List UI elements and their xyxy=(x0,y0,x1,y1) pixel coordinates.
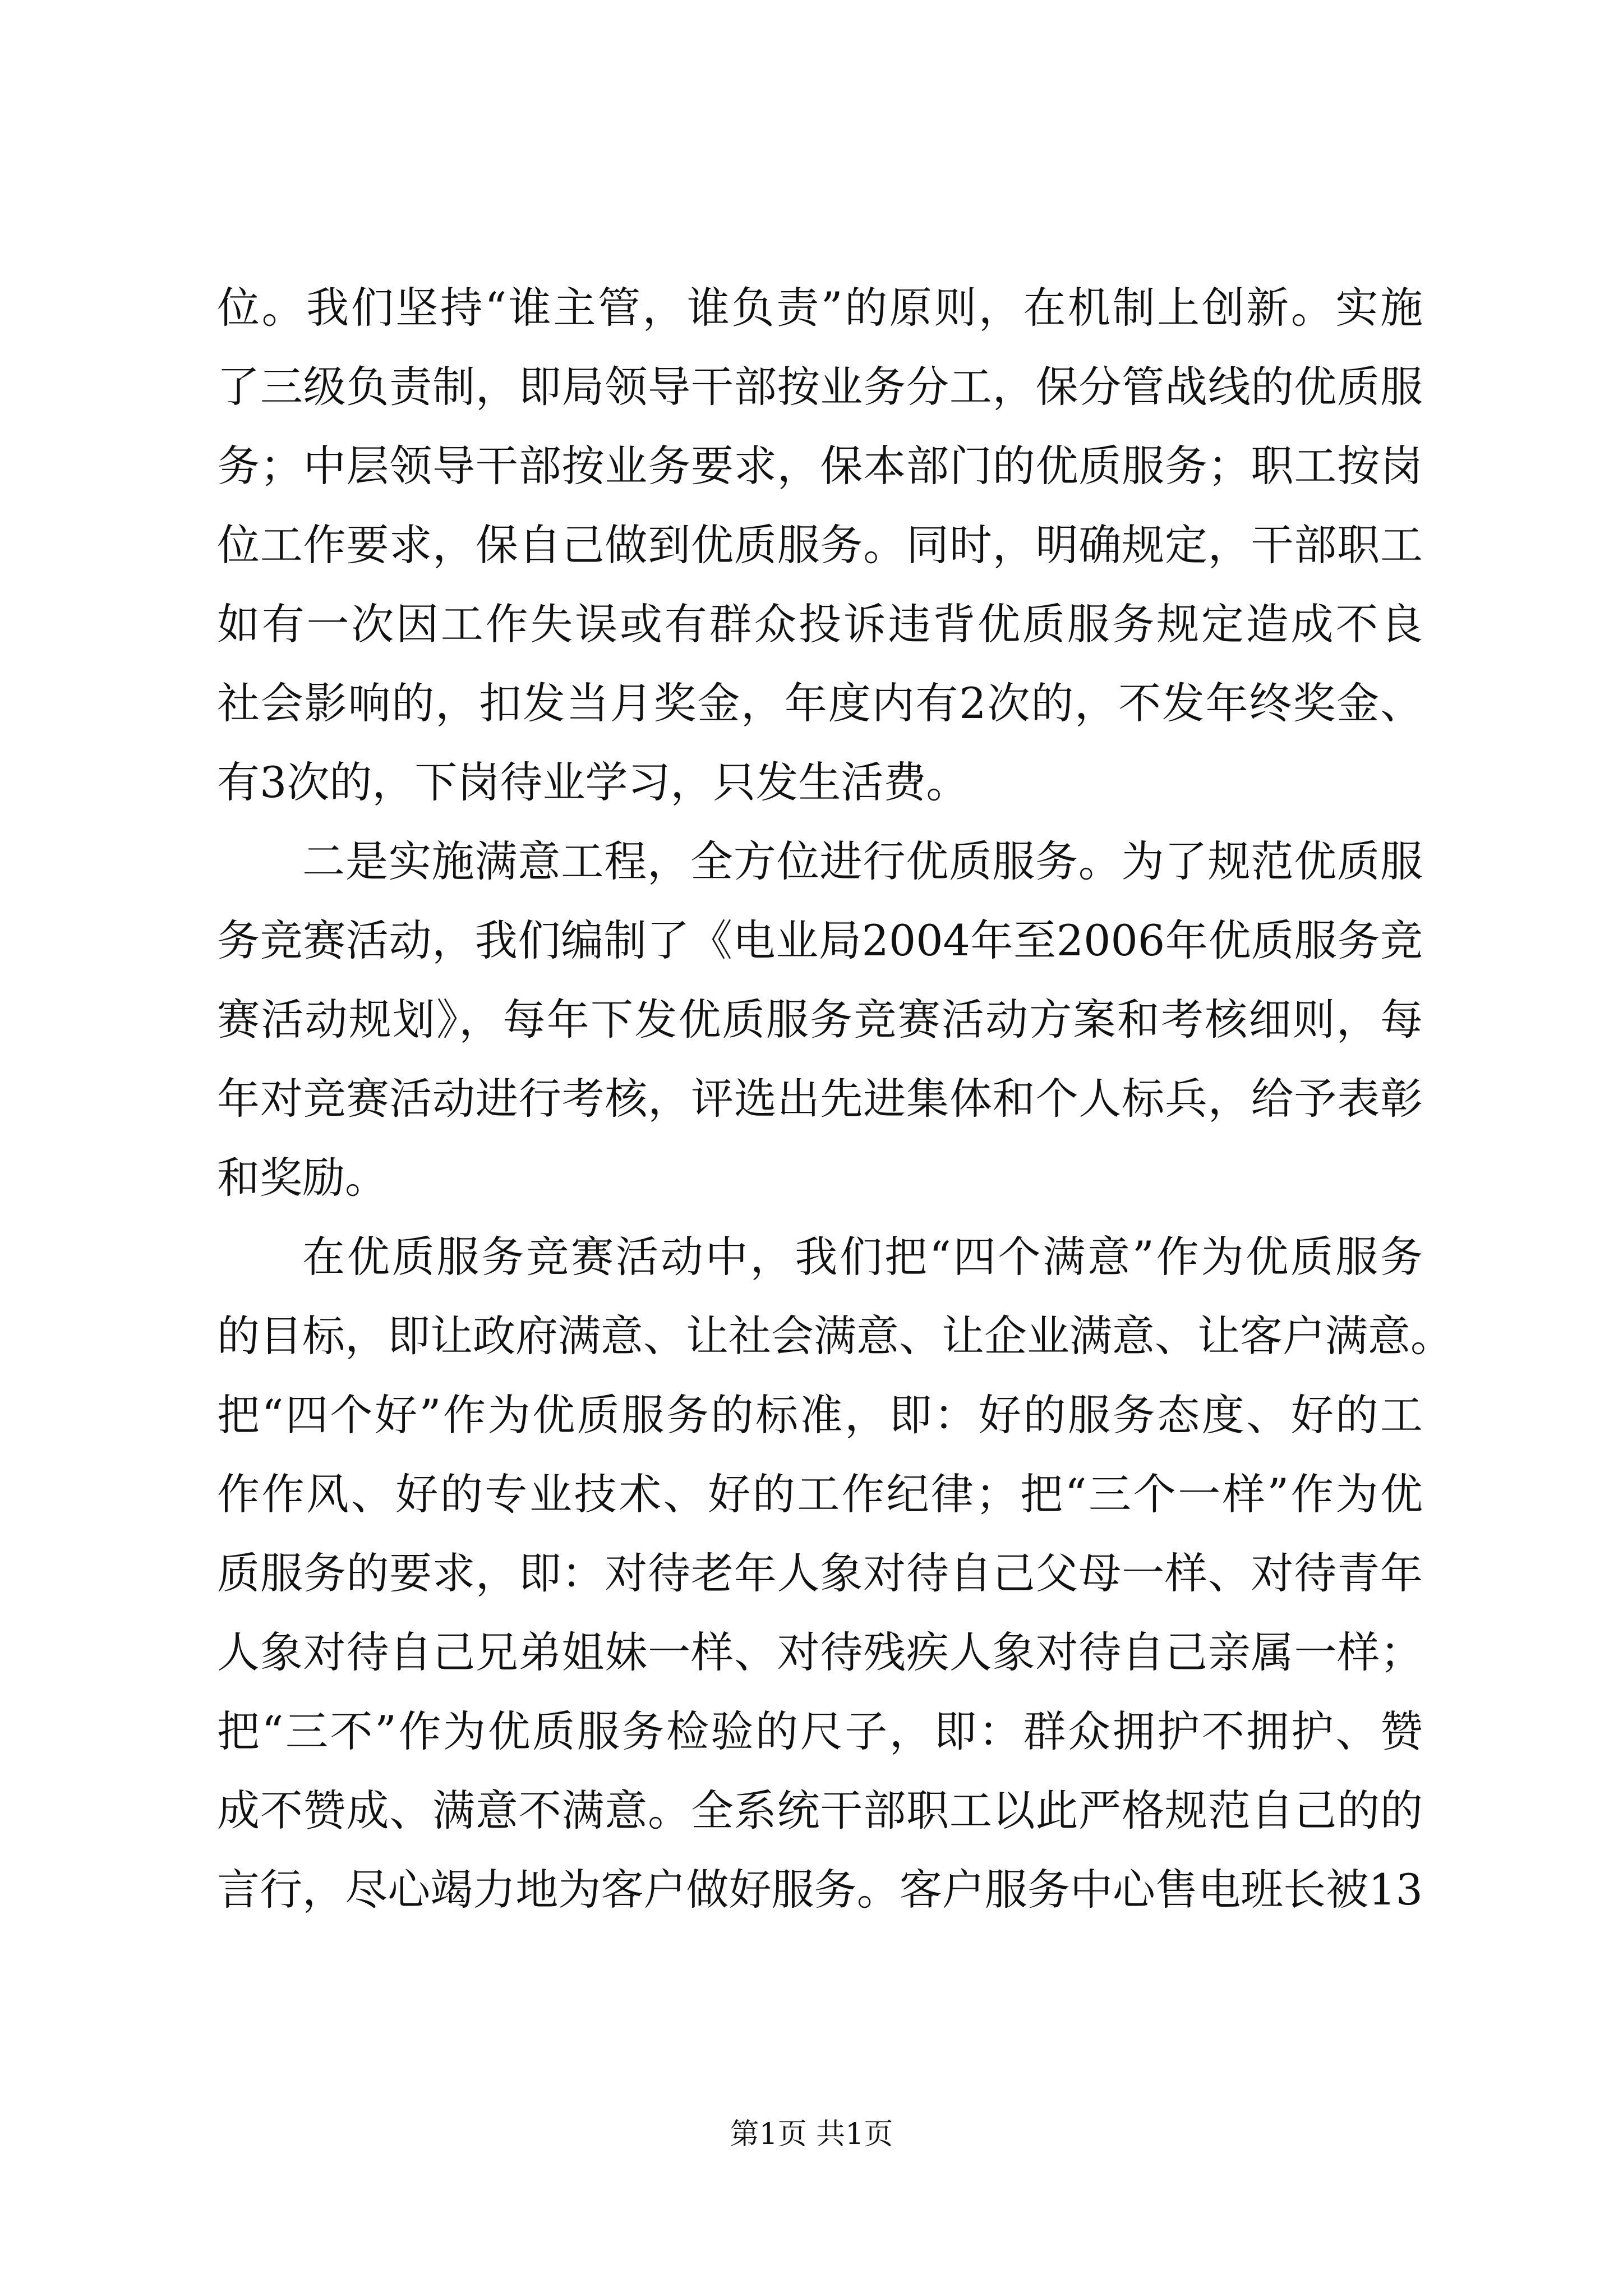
text-line: 社会影响的，扣发当月奖金，年度内有2次的，不发年终奖金、 xyxy=(217,678,1423,728)
text-line: 成不赞成、满意不满意。全系统干部职工以此严格规范自己的的 xyxy=(217,1786,1423,1835)
text-line: 务竞赛活动，我们编制了《电业局2004年至2006年优质服务竞 xyxy=(217,915,1423,965)
text-line: 把“三不”作为优质服务检验的尺子，即：群众拥护不拥护、赞 xyxy=(217,1706,1423,1756)
text-line: 质服务的要求，即：对待老年人象对待自己父母一样、对待青年 xyxy=(217,1548,1423,1598)
text-line: 年对竞赛活动进行考核，评选出先进集体和个人标兵，给予表彰 xyxy=(217,1074,1423,1124)
text-line: 的目标，即让政府满意、让社会满意、让企业满意、让客户满意。 xyxy=(217,1311,1453,1361)
text-line: 把“四个好”作为优质服务的标准，即：好的服务态度、好的工 xyxy=(217,1390,1423,1440)
text-line: 了三级负责制，即局领导干部按业务分工，保分管战线的优质服 xyxy=(217,362,1423,412)
text-line: 位工作要求，保自己做到优质服务。同时，明确规定，干部职工 xyxy=(217,520,1423,570)
text-line: 二是实施满意工程，全方位进行优质服务。为了规范优质服 xyxy=(302,836,1423,886)
text-line: 言行，尽心竭力地为客户做好服务。客户服务中心售电班长被13 xyxy=(217,1865,1423,1915)
text-line: 在优质服务竞赛活动中，我们把“四个满意”作为优质服务 xyxy=(302,1232,1423,1282)
text-line: 位。我们坚持“谁主管，谁负责”的原则，在机制上创新。实施 xyxy=(217,283,1423,333)
text-line: 如有一次因工作失误或有群众投诉违背优质服务规定造成不良 xyxy=(217,599,1423,649)
text-line: 有3次的，下岗待业学习，只发生活费。 xyxy=(217,757,969,807)
text-line: 赛活动规划》，每年下发优质服务竞赛活动方案和考核细则，每 xyxy=(217,995,1423,1045)
text-line: 人象对待自己兄弟姐妹一样、对待残疾人象对待自己亲属一样； xyxy=(217,1627,1423,1677)
text-line: 和奖励。 xyxy=(217,1153,388,1203)
page-footer: 第1页 共1页 xyxy=(730,2118,893,2151)
document-body xyxy=(217,268,1453,1929)
text-line: 作作风、好的专业技术、好的工作纪律；把“三个一样”作为优 xyxy=(217,1469,1423,1519)
text-line: 务；中层领导干部按业务要求，保本部门的优质服务；职工按岗 xyxy=(217,441,1423,491)
